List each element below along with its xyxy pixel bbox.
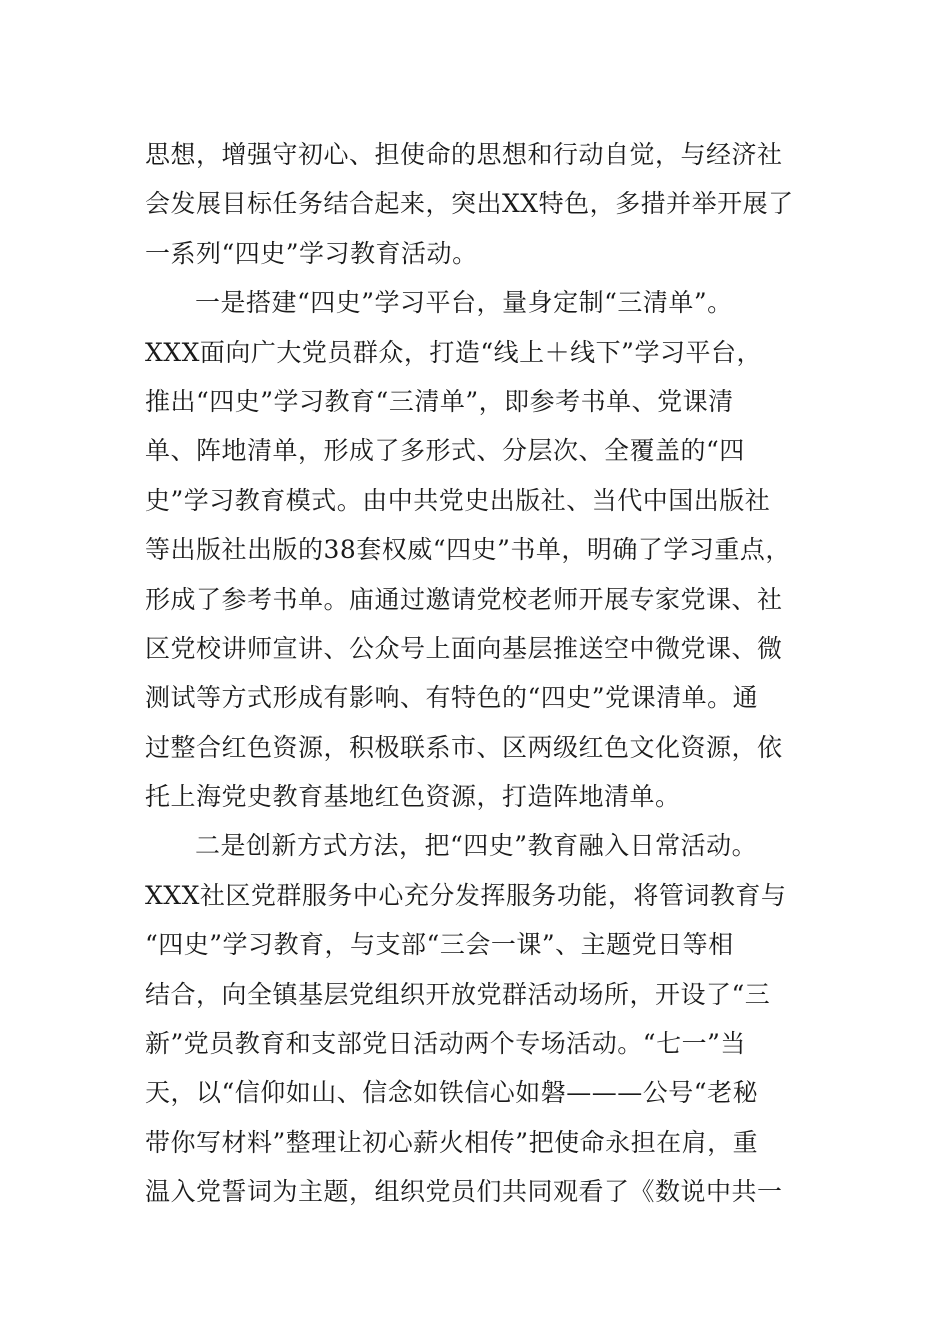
text-line: 天，以“信仰如山、信念如铁信心如磐———公号“老秘 xyxy=(145,1078,759,1108)
text-line: 带你写材料”整理让初心薪火相传”把使命永担在肩，重 xyxy=(145,1127,759,1157)
paragraph-heading-line: 一是搭建“四史”学习平台，量身定制“三清单”。 xyxy=(195,288,733,318)
text-line: 过整合红色资源，积极联系市、区两级红色文化资源，依 xyxy=(145,732,783,762)
text-line: 结合，向全镇基层党组织开放党群活动场所，开设了“三 xyxy=(145,979,771,1009)
text-line: 思想，增强守初心、担使命的思想和行动自觉，与经济社 xyxy=(145,140,783,169)
text-line: 等出版社出版的38套权威“四史”书单，明确了学习重点， xyxy=(145,535,791,565)
text-line: 温入党誓词为主题，组织党员们共同观看了《数说中共一 xyxy=(145,1177,783,1207)
text-line: 一系列“四史”学习教育活动。 xyxy=(145,238,478,268)
text-line: XXX社区党群服务中心充分发挥服务功能，将管词教育与 xyxy=(145,880,787,910)
text-line: 形成了参考书单。庙通过邀请党校老师开展专家党课、社 xyxy=(145,584,783,614)
text-line: 会发展目标任务结合起来，突出XX特色，多措并举开展了 xyxy=(145,189,794,219)
text-line: 推出“四史”学习教育“三清单”，即参考书单、党课清 xyxy=(145,386,734,416)
text-line: 托上海党史教育基地红色资源，打造阵地清单。 xyxy=(145,782,681,812)
text-line: 史”学习教育模式。由中共党史出版社、当代中国出版社 xyxy=(145,485,771,515)
text-line: 新”党员教育和支部党日活动两个专场活动。“七一”当 xyxy=(145,1029,746,1059)
text-line: 单、阵地清单，形成了多形式、分层次、全覆盖的“四 xyxy=(145,436,745,466)
text-line: “四史”学习教育，与支部“三会一课”、主题党日等相 xyxy=(145,930,734,960)
text-line: 测试等方式形成有影响、有特色的“四史”党课清单。通 xyxy=(145,683,759,713)
paragraph-heading-line: 二是创新方式方法，把“四史”教育融入日常活动。 xyxy=(195,831,758,861)
text-line: XXX面向广大党员群众，打造“线上＋线下”学习平台， xyxy=(145,337,762,367)
text-line: 区党校讲师宣讲、公众号上面向基层推送空中微党课、微 xyxy=(145,633,783,663)
document-body xyxy=(145,130,825,1217)
